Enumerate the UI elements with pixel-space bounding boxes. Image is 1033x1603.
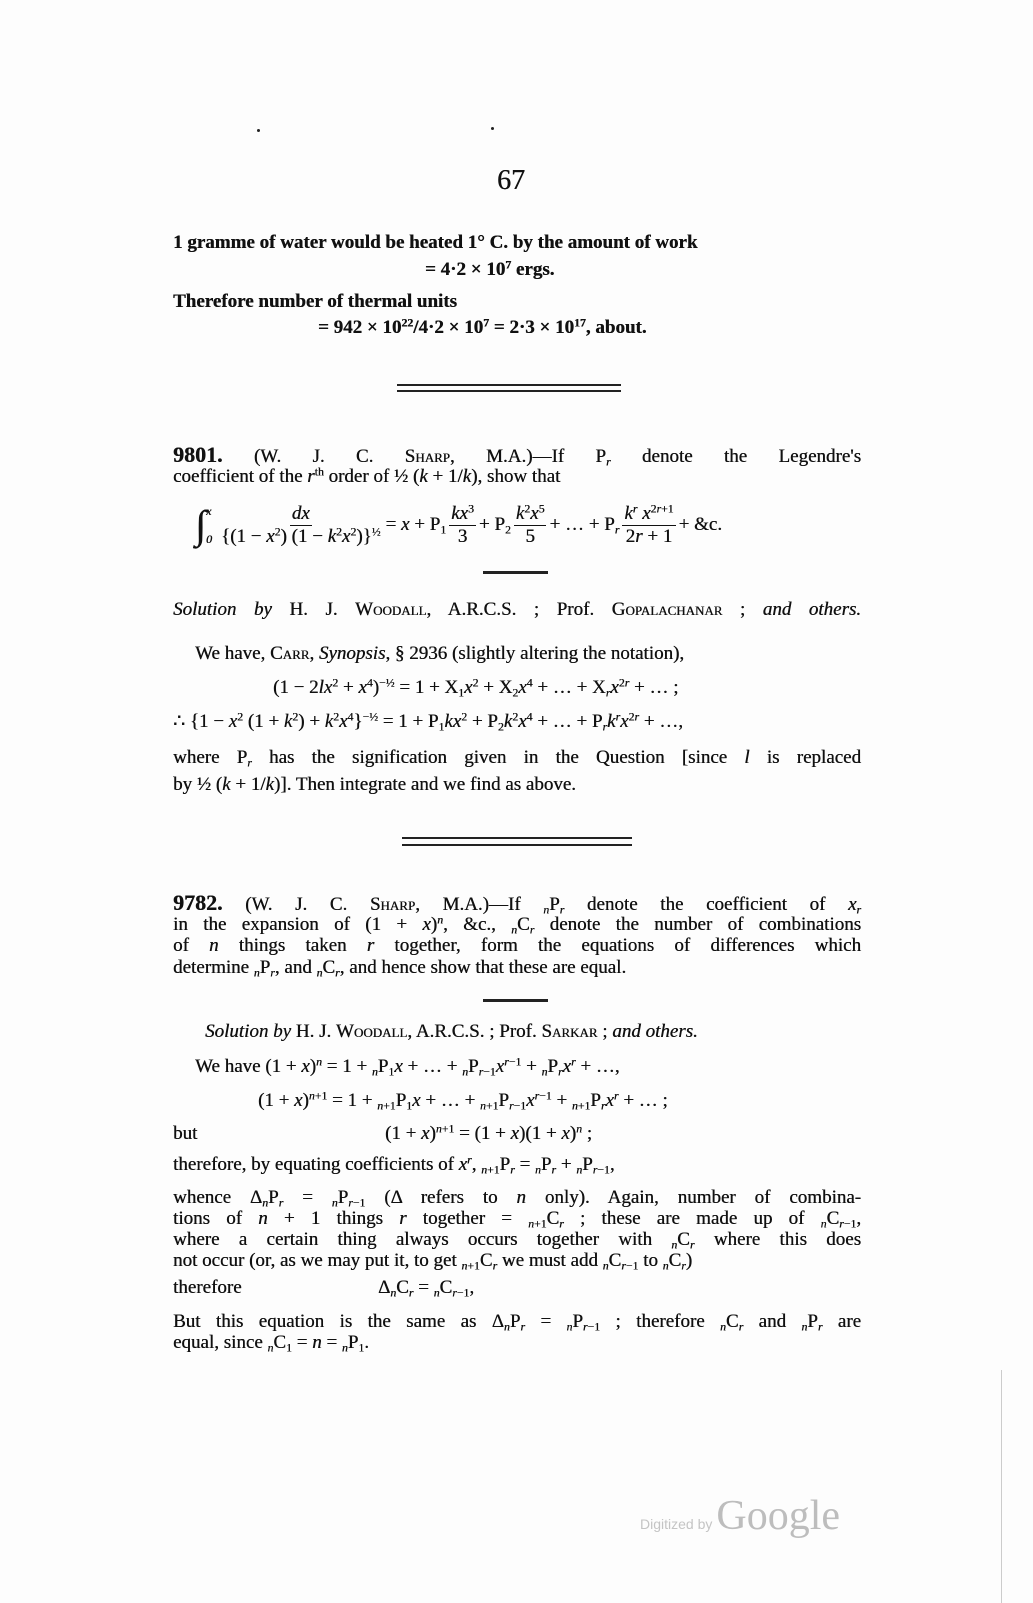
question-number: 9782. xyxy=(173,890,223,915)
divider xyxy=(397,384,621,386)
solution-byline: Solution by H. J. Woodall, A.R.C.S. ; Prof. Sarkar ; and others. xyxy=(205,1021,698,1042)
text-line: 1 gramme of water would be heated 1° C. by the amount of work xyxy=(173,232,698,253)
lower-limit: 0 xyxy=(205,532,212,546)
short-divider xyxy=(483,571,548,574)
question-text: (W. J. C. Sharp, M.A.)—If $P_r$ denote the Legendre's xyxy=(253,446,861,469)
divider xyxy=(397,390,621,392)
solution-text: but xyxy=(173,1123,198,1144)
divider xyxy=(402,837,632,839)
solution-text: We have $(1 + x)^n = 1 + _nP_1x$ + … + $_nP_{r-1}x^{r-1} + _nP_rx^r$ + …, xyxy=(195,1055,620,1079)
question-9782-line xyxy=(173,892,861,916)
question-text: of n things taken r together, form the equations of differences which xyxy=(173,935,861,956)
denominator: 2r + 1 xyxy=(625,525,673,547)
integral-equation xyxy=(195,500,722,550)
upper-limit: x xyxy=(205,504,212,518)
solution-text: tions of n + 1 things r together = $_{n+1}C_r$ ; these are made up of $_nC_{r-1}$, xyxy=(173,1208,862,1231)
question-text: determine $_nP_r$, and $_nC_r$, and hence show that these are equal. xyxy=(173,957,627,980)
term: + &c. xyxy=(678,514,722,535)
question-text: coefficient of the $r^{th}$ order of ½ (k + 1/k), show that xyxy=(173,465,561,487)
equation: = $942 \times 10^{22}/4\cdot 2 \times 10^7 = 2\cdot 3 \times 10^{17}$, about. xyxy=(318,316,647,338)
question-text: in the expansion of $(1 + x)^n$, &c., $_nC_r$ denote the number of combinations xyxy=(173,913,861,937)
solution-byline: Solution by H. J. Woodall, A.R.C.S. ; Prof. Gopalachanar ; and others. xyxy=(173,599,862,620)
solution-text: by ½ (k + 1/k)]. Then integrate and we find as above. xyxy=(173,774,576,795)
equation: $(1 - 2lx^2 + x^4)^{-\frac{1}{2}} = 1 + X_1x^2 + X_2x^4$ + … + $X_rx^{2r}$ + … ; xyxy=(273,676,679,700)
denominator: 5 xyxy=(525,525,535,547)
solution-text: But this equation is the same as $\Delta_nP_r = _nP_{r-1}$ ; therefore $_nC_r$ and $_nP_r$ are xyxy=(173,1311,862,1334)
integral-sign: ∫ xyxy=(195,502,206,547)
denominator: {$(1 - x^2)$ $(1 - k^2x^2)\}^{\frac{1}{2}}$ xyxy=(220,525,381,547)
solution-text: therefore, by equating coefficients of $x^r$, $_{n+1}P_r = _nP_r + _nP_{r-1}$, xyxy=(173,1153,615,1177)
equation: ∴ {$1 - x^2$ $(1 + k^2) + k^2x^4\}^{-\frac{1}{2}} = 1 + P_1kx^2 + P_2k^2x^4$ + … + $P_rk^rx^{2r}$ + …, xyxy=(173,710,683,734)
question-number: 9801. xyxy=(173,442,223,467)
speck xyxy=(491,127,494,130)
question-text: (W. J. C. Sharp, M.A.)—If $_nP_r$ denote the coefficient of $x_r$ xyxy=(245,894,861,917)
numerator: $k^2x^5$ xyxy=(515,502,545,524)
term: + … + $P_r$ xyxy=(549,514,620,537)
short-divider xyxy=(483,999,548,1002)
equation: = $4\cdot 2 \times 10^7$ ergs. xyxy=(425,258,555,280)
digitized-by-google-watermark xyxy=(640,1492,840,1540)
solution-text: equal, since $_nC_1 = n = _nP_1$. xyxy=(173,1332,369,1355)
page-number: 67 xyxy=(497,165,525,196)
equation: $(1 + x)^{n+1} = (1 + x)(1 + x)^n$ ; xyxy=(385,1122,592,1144)
solution-text: whence $\Delta_nP_r = _nP_{r-1}$ (Δ refers to n only). Again, number of combina- xyxy=(173,1187,862,1210)
term: + $P_2$ xyxy=(478,514,511,537)
divider xyxy=(402,844,632,846)
solution-text: where a certain thing always occurs together with $_nC_r$ where this does xyxy=(173,1229,861,1252)
numerator: $kx^3$ xyxy=(451,502,474,524)
question-9801-line xyxy=(173,444,861,468)
solution-text: not occur (or, as we may put it, to get $_{n+1}C_r$ we must add $_nC_{r-1}$ to $_nC_r$) xyxy=(173,1250,693,1273)
google-logo: Google xyxy=(716,1493,841,1539)
numerator: dx xyxy=(291,502,310,524)
numerator: $k^r$ $x^{2r+1}$ xyxy=(624,502,674,524)
solution-text: where $P_r$ has the signification given in the Question [since l is replaced xyxy=(173,747,861,770)
term: = $x + P_1$ xyxy=(385,514,447,537)
denominator: 3 xyxy=(457,525,468,547)
speck xyxy=(257,129,260,132)
equation: $\Delta_nC_r = _nC_{r-1}$, xyxy=(378,1277,475,1300)
watermark-small: Digitized by xyxy=(640,1516,713,1532)
page-edge xyxy=(1001,1370,1002,1603)
text-line: Therefore number of thermal units xyxy=(173,291,457,312)
solution-text: We have, Carr, Synopsis, § 2936 (slightly altering the notation), xyxy=(195,643,685,664)
solution-text: therefore xyxy=(173,1277,242,1298)
equation: $(1 + x)^{n+1} = 1 + _{n+1}P_1x$ + … + $_{n+1}P_{r-1}x^{r-1} + _{n+1}P_rx^r$ + … ; xyxy=(258,1089,668,1113)
